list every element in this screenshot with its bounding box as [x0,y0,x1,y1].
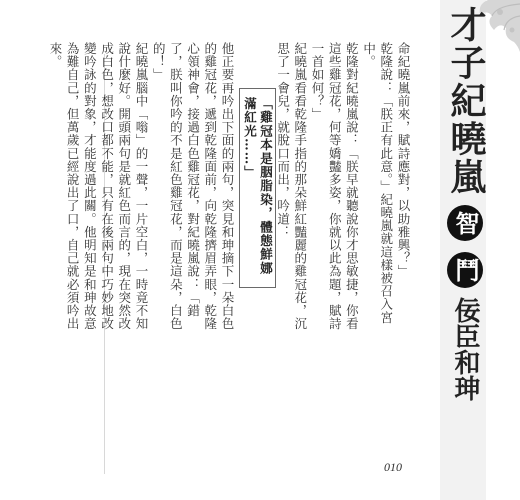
paragraph-6: 紀曉嵐腦中「嗡」的一聲，一片空白，一時竟不知說什麼好。開頭兩句是就紅色而言的，現在突然改成白色，想改口都不能，只有在後兩句中巧妙地改變吟詠的對象，才能度過此關。他明知是和珅故意為難自己，但萬歲已經說出了口，自己就必須吟出來。 [47,42,149,331]
paragraph-4: 紀曉嵐看看乾隆手指的那朵鮮紅豔麗的雞冠花，沉思了一會兒，就脫口而出，吟道： [275,42,308,331]
paragraph-2: 乾隆說：「朕正有此意。」紀曉嵐就這樣被召入宮中。 [361,42,394,324]
poem-box [239,88,276,288]
paragraph-3: 乾隆對紀曉嵐說：「朕早就聽說你才思敏捷，你看這些雞冠花，何等嬌豔多姿，你就以此為題，賦詩一首如何？」 [309,42,360,331]
page-number: 010 [384,460,402,474]
paragraph-1: 命紀曉嵐前來，賦詩應對，以助雅興？」 [396,42,411,278]
poem-text: 「雞冠本是胭脂染，體態鮮娜滿紅光……」 [242,97,274,276]
book-title-zhi-circle: 智 [447,205,483,241]
book-title-part1: 才子紀曉嵐 [445,6,486,196]
book-title-part2: 佞臣和珅 [450,296,480,401]
book-title-dou-circle: 鬥 [447,252,483,288]
text-block-left [47,42,236,342]
paragraph-5: 他正要再吟出下面的兩句，突見和珅摘下一朵白色的雞冠花，遞到乾隆面前，向乾隆擠眉弄眼，乾隆心領神會，接過白色雞冠花，對紀曉嵐說：「錯了，朕叫你吟的不是紅色雞冠花，而是這朵，白色的！」 [151,42,235,331]
text-block-right [275,42,412,342]
book-title [442,6,488,476]
